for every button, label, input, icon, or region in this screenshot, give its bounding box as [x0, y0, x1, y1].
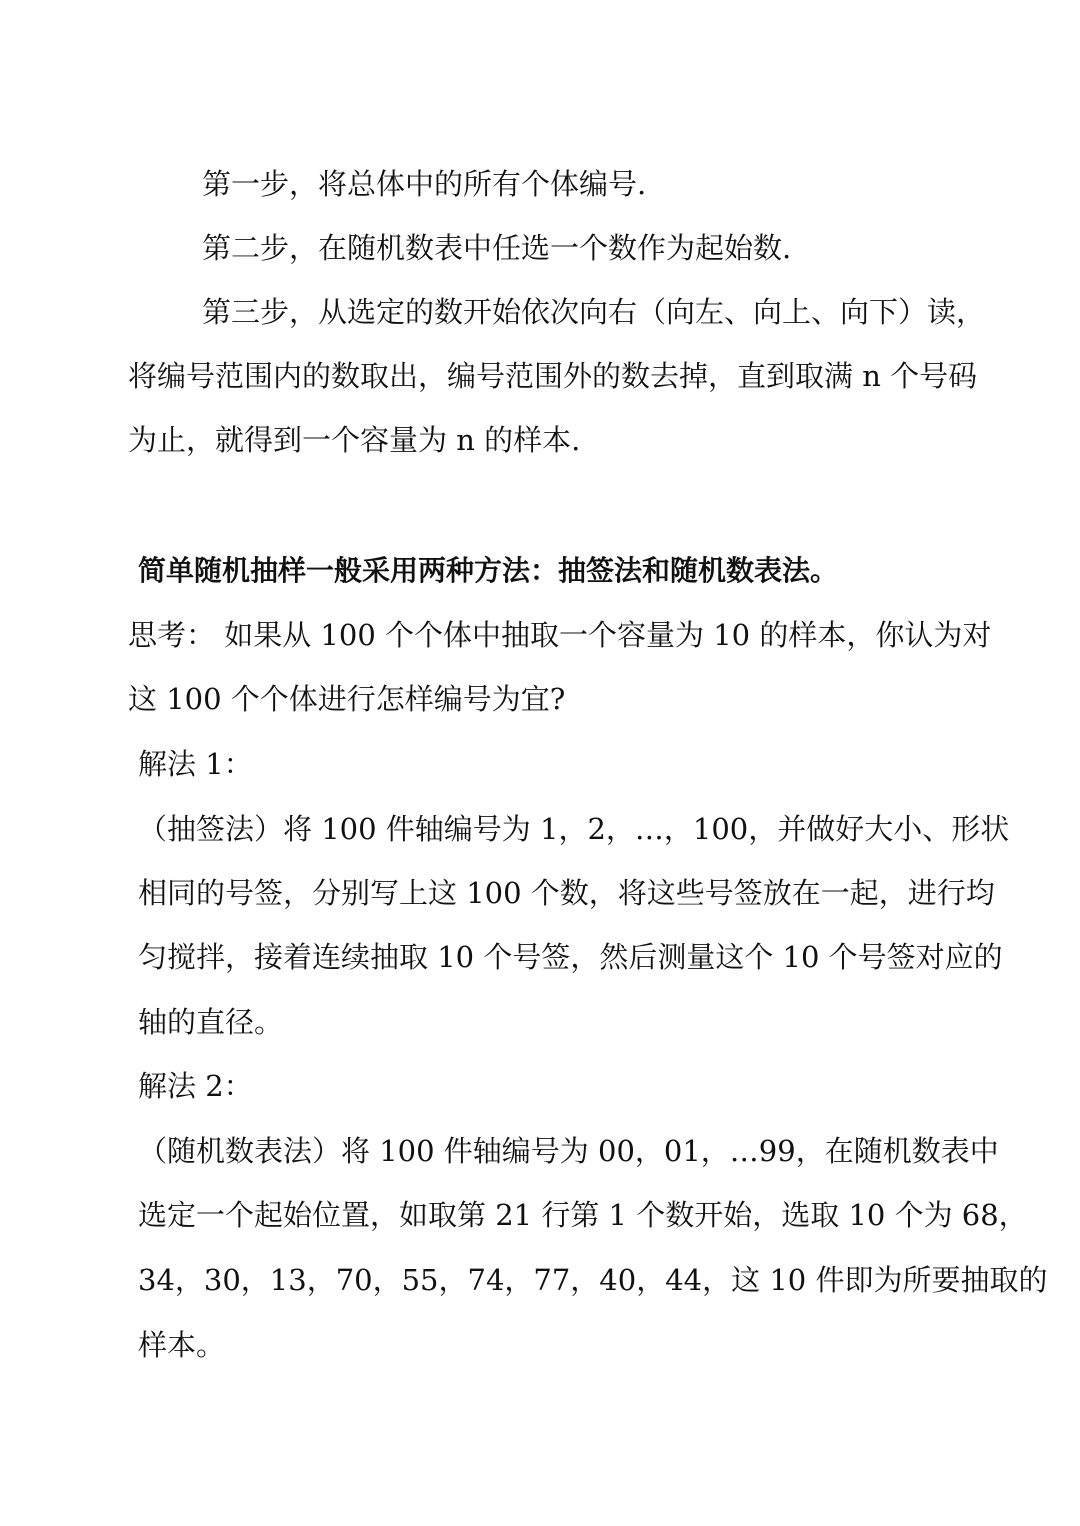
summary-heading: 简单随机抽样一般采用两种方法：抽签法和随机数表法。: [138, 554, 839, 587]
solution-1-line: 相同的号签，分别写上这 100 个数，将这些号签放在一起，进行均: [138, 876, 995, 910]
solution-2-line: 34，30，13，70，55，74，77，40，44，这 10 件即为所要抽取的: [138, 1263, 1048, 1297]
solution-1-line: 轴的直径。: [138, 1005, 284, 1039]
solution-2-line: 选定一个起始位置，如取第 21 行第 1 个数开始，选取 10 个为 68，: [138, 1198, 1028, 1232]
step-3-text-line-3: 为止，就得到一个容量为 n 的样本.: [128, 423, 581, 457]
step-3-text-line-2: 将编号范围内的数取出，编号范围外的数去掉，直到取满 n 个号码: [128, 359, 978, 393]
step-1-text: 第一步，将总体中的所有个体编号.: [202, 167, 647, 201]
question-line-2: 这 100 个个体进行怎样编号为宜?: [128, 682, 566, 716]
solution-1-heading: 解法 1：: [138, 747, 253, 781]
solution-2-line: （随机数表法）将 100 件轴编号为 00，01，…99，在随机数表中: [138, 1134, 999, 1168]
solution-2-line: 样本。: [138, 1328, 226, 1362]
step-2-text: 第二步，在随机数表中任选一个数作为起始数.: [202, 231, 792, 265]
step-3-text-line-1: 第三步，从选定的数开始依次向右（向左、向上、向下）读，: [202, 295, 986, 329]
question-line-1: 思考： 如果从 100 个个体中抽取一个容量为 10 的样本，你认为对: [128, 618, 992, 652]
solution-2-heading: 解法 2：: [138, 1069, 253, 1103]
solution-1-line: （抽签法）将 100 件轴编号为 1，2，…，100，并做好大小、形状: [138, 812, 1010, 846]
solution-1-line: 匀搅拌，接着连续抽取 10 个号签，然后测量这个 10 个号签对应的: [138, 940, 1003, 974]
